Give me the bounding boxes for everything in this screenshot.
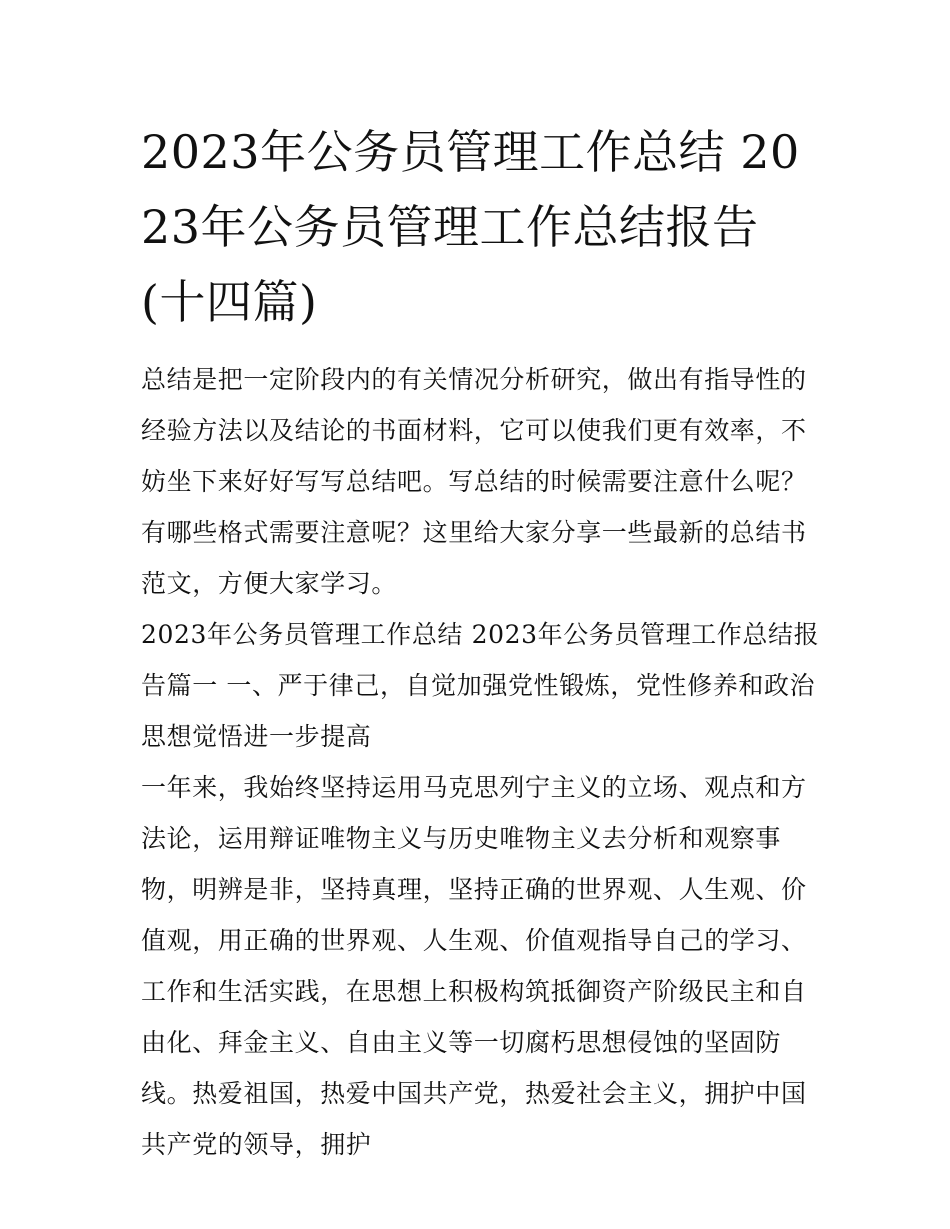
- section-heading-paragraph: 2023年公务员管理工作总结 2023年公务员管理工作总结报告篇一 一、严于律己，自觉加强党性锻炼，党性修养和政治思想觉悟进一步提高: [141, 620, 820, 751]
- document-body: [141, 115, 821, 1170]
- intro-paragraph: 总结是把一定阶段内的有关情况分析研究，做出有指导性的经验方法以及结论的书面材料，它可以使我们更有效率，不妨坐下来好好写写总结吧。写总结的时候需要注意什么呢？有哪些格式需要注意呢？这里给大家分享一些最新的总结书范文，方便大家学习。: [141, 365, 807, 598]
- body-paragraph: 一年来，我始终坚持运用马克思列宁主义的立场、观点和方法论，运用辩证唯物主义与历史唯物主义去分析和观察事物，明辨是非，坚持真理，坚持正确的世界观、人生观、价值观，用正确的世界观、人生观、价值观指导自己的学习、工作和生活实践，在思想上积极构筑抵御资产阶级民主和自由化、拜金主义、自由主义等一切腐朽思想侵蚀的坚固防线。热爱祖国，热爱中国共产党，热爱社会主义，拥护中国共产党的领导，拥护: [141, 773, 807, 1159]
- document-title: 2023年公务员管理工作总结 2023年公务员管理工作总结报告(十四篇): [141, 125, 800, 329]
